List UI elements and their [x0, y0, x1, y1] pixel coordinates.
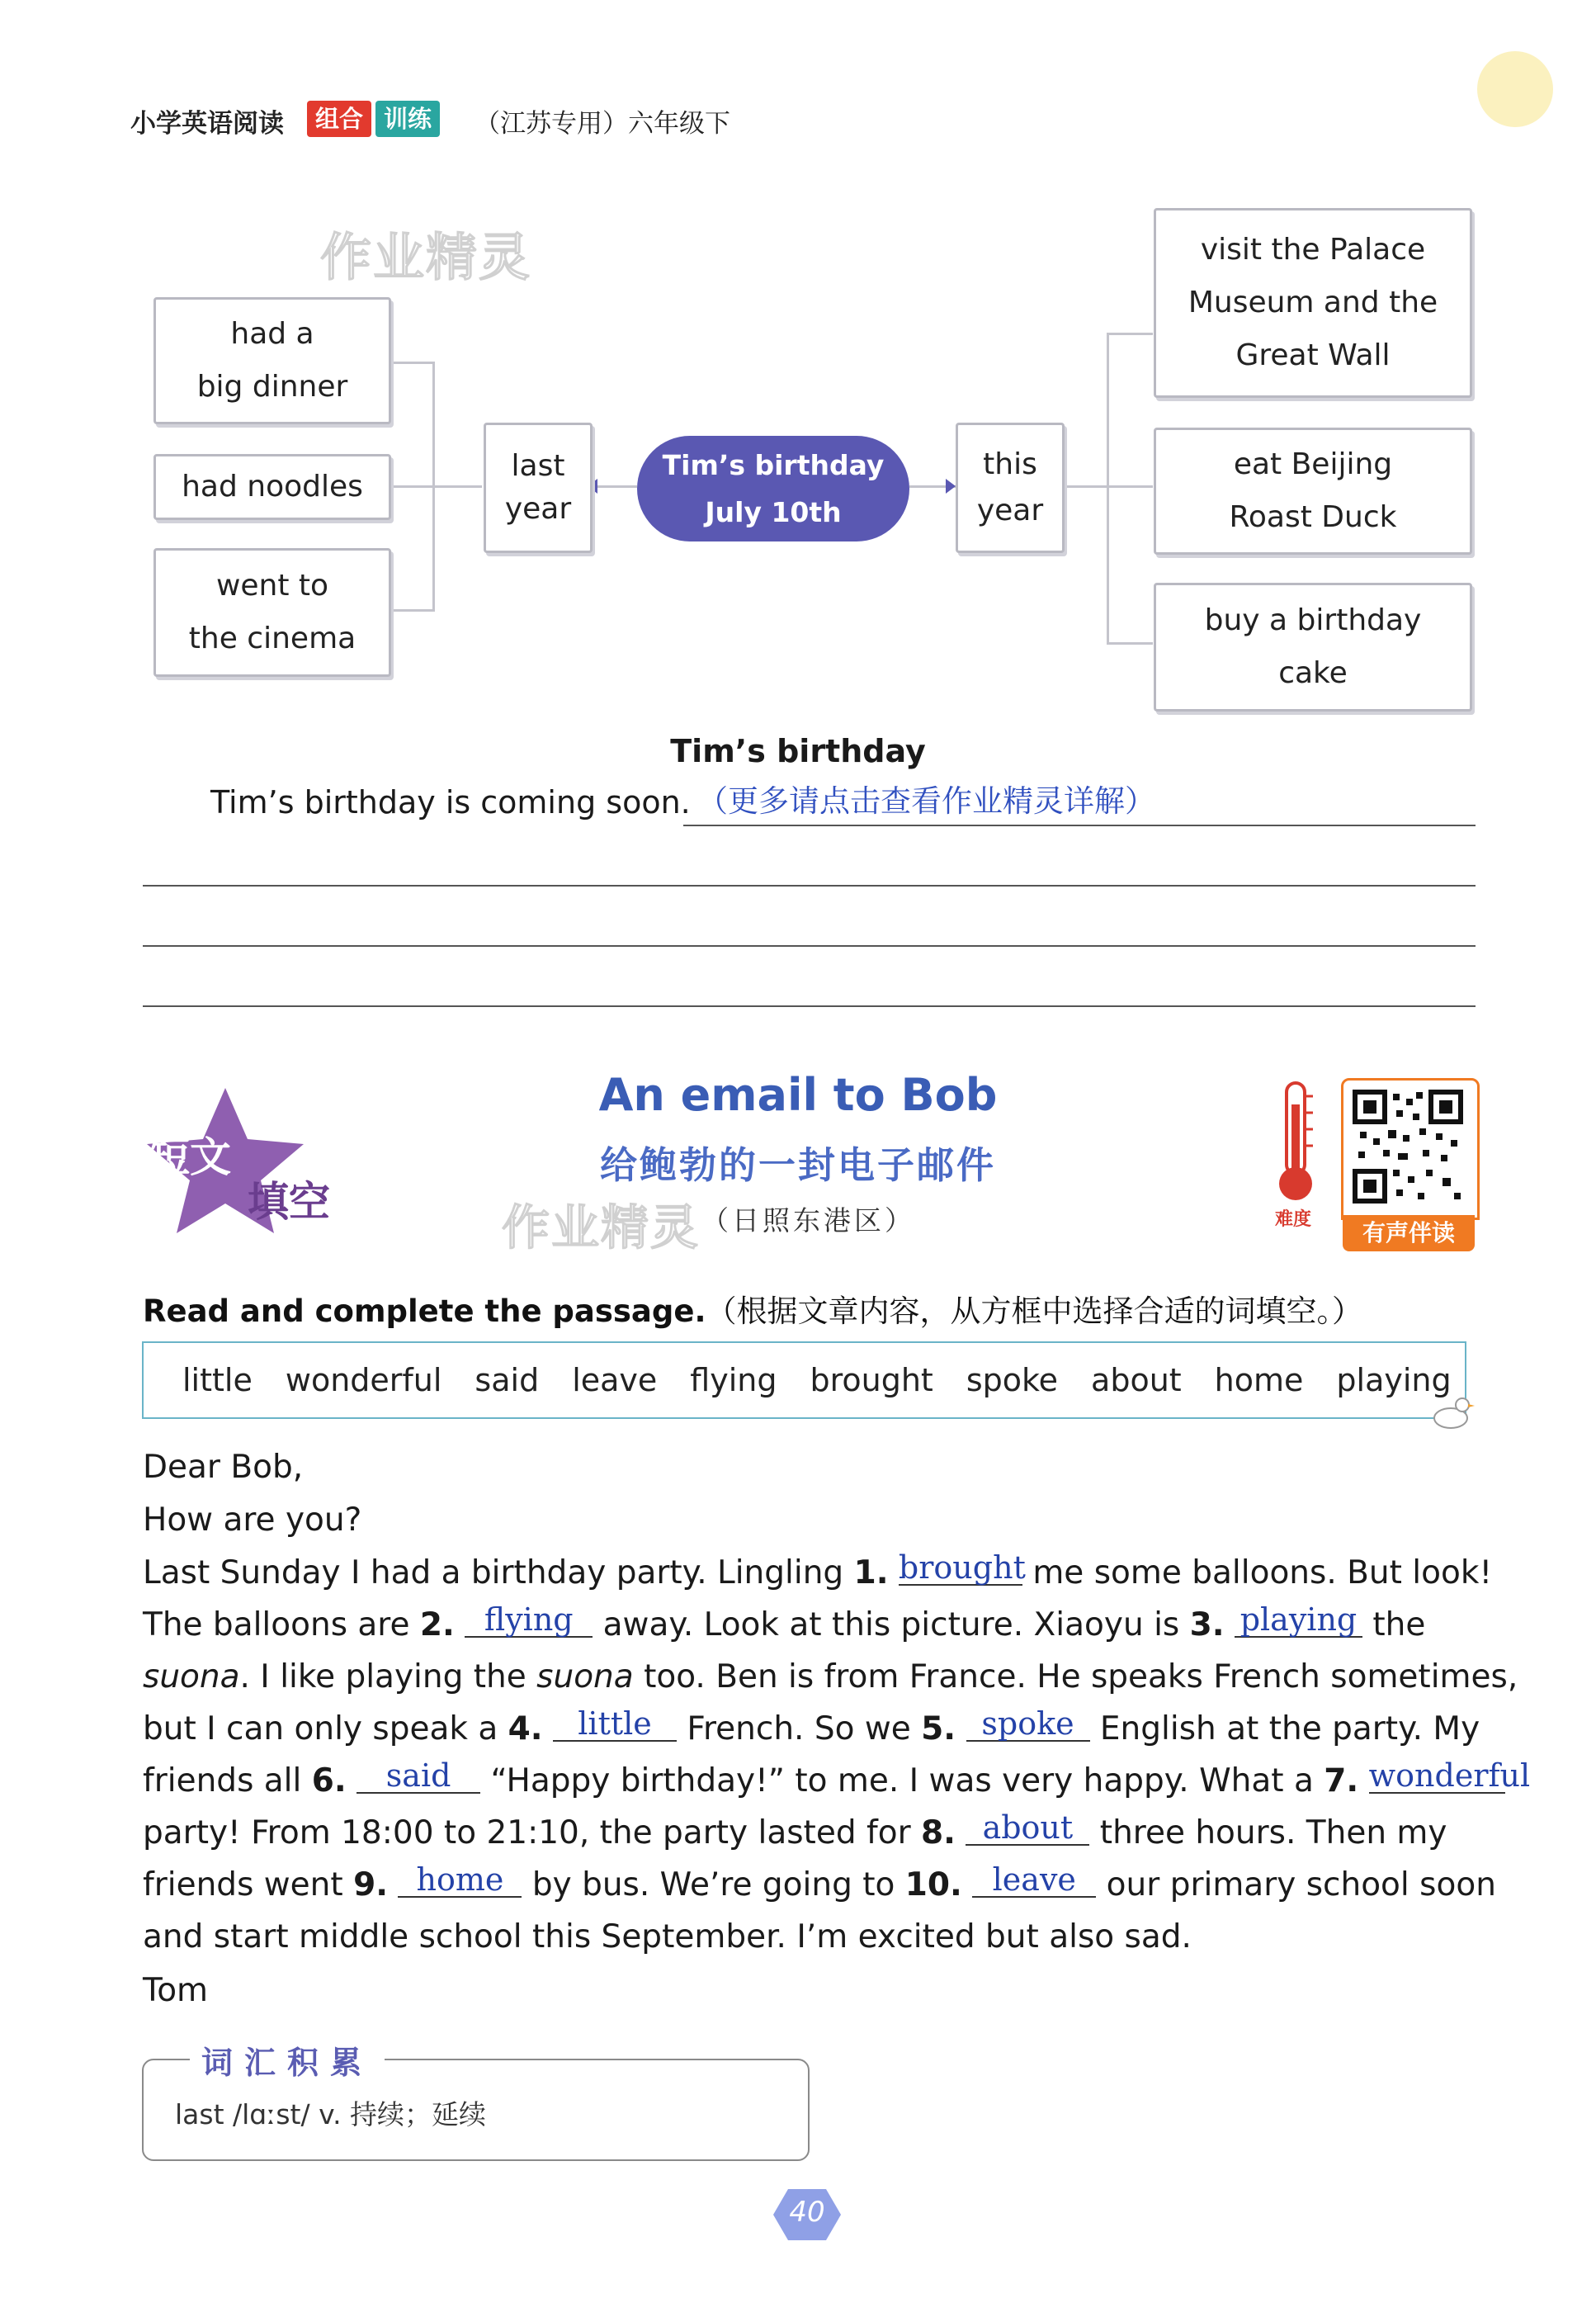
book-subtitle: （江苏专用）六年级下 [475, 109, 730, 139]
section-badge-line1: 短文 [149, 1133, 231, 1181]
sun-decoration-icon [1477, 51, 1553, 127]
vocab-title: 词汇积累 [190, 2037, 385, 2083]
section-title-cn: 给鲍勃的一封电子邮件 [599, 1143, 996, 1187]
qr-code-frame[interactable] [1341, 1078, 1480, 1220]
essay-first-sentence: Tim’s birthday is coming soon. [210, 784, 691, 820]
blank-8[interactable]: about [966, 1811, 1089, 1846]
connector [1060, 485, 1108, 488]
duck-decoration-icon [1429, 1393, 1476, 1435]
passage-line: but I can only speak a 4. little French. So we 5. spoke English at the party. My [143, 1705, 1480, 1747]
difficulty-thermometer-icon [1275, 1080, 1316, 1204]
tag-combination: 组合 [307, 101, 371, 137]
blank-7[interactable]: wonderful [1368, 1757, 1531, 1794]
connector [1107, 333, 1153, 335]
word-bank-item: about [1091, 1362, 1182, 1398]
page-number: 40 [789, 2196, 825, 2229]
blank-9[interactable]: home [398, 1863, 522, 1898]
word-bank-item: said [475, 1362, 540, 1398]
mindmap-left-item-1: had a big dinner [153, 297, 391, 424]
connector [1107, 333, 1109, 645]
writing-line[interactable] [143, 1005, 1476, 1007]
word-bank [142, 1341, 1466, 1419]
word-bank-item: leave [572, 1362, 658, 1398]
qr-code-icon[interactable] [1343, 1081, 1472, 1213]
word-bank-item: home [1214, 1362, 1304, 1398]
writing-line[interactable] [143, 885, 1476, 887]
word-bank-item: spoke [966, 1362, 1059, 1398]
section-source: （日照东港区） [701, 1204, 915, 1237]
passage-line: friends all 6. said “Happy birthday!” to me. I was very happy. What a 7. wonderful [143, 1757, 1531, 1799]
blank-1[interactable]: brought [898, 1549, 1026, 1586]
section-title-en: An email to Bob [598, 1069, 998, 1121]
word-bank-item: little [182, 1362, 253, 1398]
connector [1107, 485, 1153, 488]
tag-training: 训练 [375, 101, 440, 137]
passage-line: How are you? [143, 1501, 362, 1539]
mindmap-left-item-3: went to the cinema [153, 548, 391, 677]
word-bank-item: wonderful [285, 1362, 442, 1398]
connector [388, 609, 434, 612]
connector [432, 485, 482, 488]
mindmap-right-item-2: eat Beijing Roast Duck [1154, 428, 1472, 555]
word-bank-item: brought [810, 1362, 933, 1398]
mindmap-right-item-1: visit the Palace Museum and the Great Wall [1154, 208, 1472, 398]
audio-reading-badge[interactable]: 有声伴读 [1343, 1215, 1475, 1251]
passage-line: suona. I like playing the suona too. Ben is from France. He speaks French sometimes, [143, 1658, 1518, 1695]
instruction: Read and complete the passage.（根据文章内容，从方框中选择合适的词填空。） [143, 1293, 1363, 1329]
passage-line: Last Sunday I had a birthday party. Lingling 1. brought me some balloons. But look! [143, 1549, 1493, 1591]
blank-5[interactable]: spoke [966, 1707, 1090, 1742]
blank-6[interactable]: said [357, 1759, 480, 1794]
passage-line: and start middle school this September. I’m excited but also sad. [143, 1918, 1192, 1955]
mindmap-center-topic: Tim’s birthday July 10th [637, 436, 909, 541]
vocab-entry: last /lɑːst/ v. 持续；延续 [175, 2098, 487, 2130]
blank-10[interactable]: leave [972, 1863, 1096, 1898]
difficulty-label: 难度 [1275, 1209, 1312, 1230]
passage-signature: Tom [143, 1972, 209, 2009]
connector [388, 485, 434, 488]
watermark-logo: 作业精灵 [320, 227, 532, 287]
writing-line[interactable] [683, 825, 1476, 826]
writing-line[interactable] [143, 945, 1476, 947]
book-series-title: 小学英语阅读 [130, 109, 284, 139]
connector [388, 362, 434, 364]
mindmap-last-year: last year [484, 423, 593, 553]
passage-greeting: Dear Bob, [143, 1449, 304, 1486]
mindmap-left-item-2: had noodles [153, 454, 391, 520]
word-bank-item: playing [1336, 1362, 1452, 1398]
section-badge-line2: 填空 [248, 1178, 330, 1226]
word-bank-item: flying [690, 1362, 777, 1398]
passage-line: friends went 9. home by bus. We’re going to 10. leave our primary school soon [143, 1861, 1496, 1903]
blank-3[interactable]: playing [1235, 1603, 1362, 1638]
arrow-right-icon [946, 479, 956, 494]
blank-4[interactable]: little [553, 1707, 677, 1742]
blank-2[interactable]: flying [465, 1603, 593, 1638]
connector [1107, 642, 1153, 645]
passage-line: The balloons are 2. flying away. Look at this picture. Xiaoyu is 3. playing the [143, 1601, 1426, 1643]
mindmap-right-item-3: buy a birthday cake [1154, 583, 1472, 712]
passage-line: party! From 18:00 to 21:10, the party lasted for 8. about three hours. Then my [143, 1809, 1447, 1851]
essay-title: Tim’s birthday [670, 733, 926, 769]
essay-answer-hint-link[interactable]: （更多请点击查看作业精灵详解） [697, 783, 1155, 819]
mindmap-this-year: this year [956, 423, 1065, 553]
watermark-logo: 作业精灵 [502, 1199, 701, 1256]
